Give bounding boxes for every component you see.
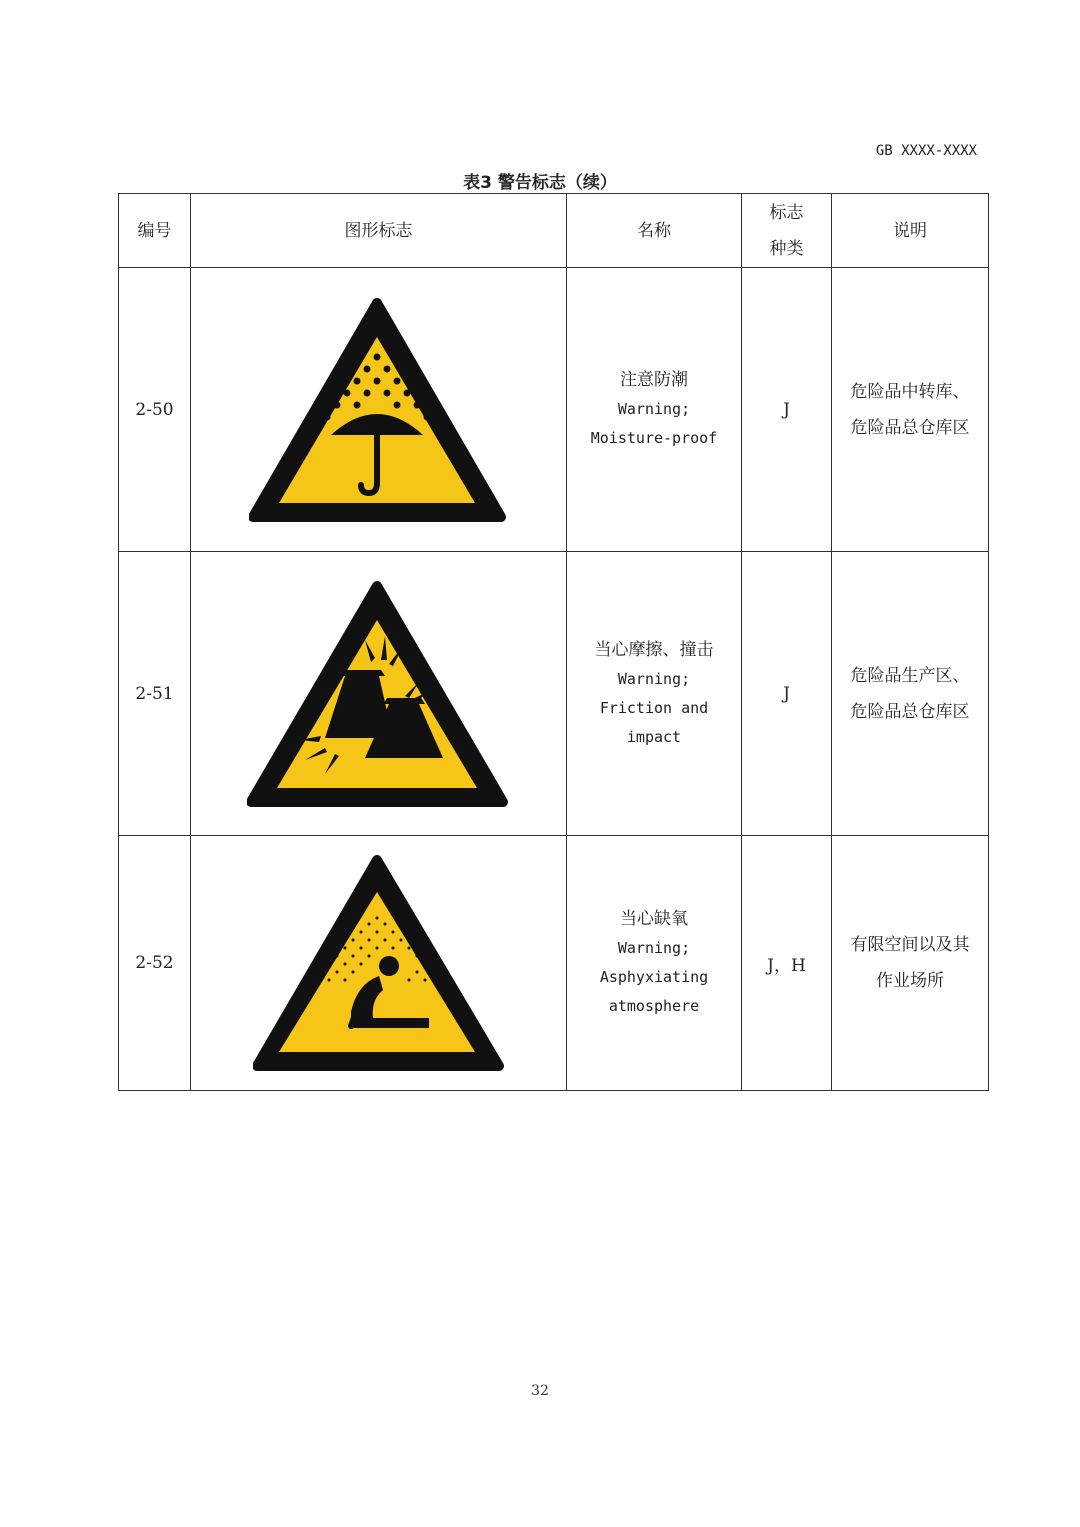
page-number: 32 xyxy=(531,1383,549,1399)
row-graphic xyxy=(191,836,567,1091)
table-header-row xyxy=(119,194,989,268)
row-description-line2: 危险品总仓库区 xyxy=(850,417,970,438)
row-description xyxy=(832,268,989,552)
row-description-line2: 危险品总仓库区 xyxy=(850,701,970,722)
row-graphic xyxy=(191,268,567,552)
row-type: J xyxy=(742,552,832,836)
row-description-line1: 危险品中转库、 xyxy=(850,381,970,402)
warning-signs-table xyxy=(118,193,989,1091)
row-name-cn: 注意防潮 xyxy=(620,370,688,390)
header-name: 名称 xyxy=(567,194,742,268)
row-name-en-2: Asphyxiating xyxy=(599,968,709,986)
row-graphic xyxy=(191,552,567,836)
header-description: 说明 xyxy=(832,194,989,268)
row-type: J，H xyxy=(742,836,832,1091)
row-name xyxy=(567,268,742,552)
header-type-line2: 种类 xyxy=(769,238,804,259)
row-name-cn: 当心缺氧 xyxy=(620,909,688,929)
row-description xyxy=(832,836,989,1091)
header-type-line1: 标志 xyxy=(769,202,804,223)
table-title: 表3 警告标志（续） xyxy=(463,173,617,193)
row-name xyxy=(567,552,742,836)
header-type xyxy=(742,194,832,268)
standard-code: GB XXXX-XXXX xyxy=(875,143,977,159)
row-number: 2-52 xyxy=(119,836,191,1091)
asphyxiating-atmosphere-warning-icon xyxy=(253,852,505,1074)
moisture-proof-warning-icon xyxy=(249,295,509,525)
row-name-en-3: atmosphere xyxy=(608,997,700,1015)
row-name-en-1: Warning; xyxy=(617,939,691,957)
table-row xyxy=(119,836,989,1091)
table-row xyxy=(119,552,989,836)
table-row xyxy=(119,268,989,552)
row-name-en-2: Moisture-proof xyxy=(590,429,718,447)
header-number: 编号 xyxy=(119,194,191,268)
row-number: 2-50 xyxy=(119,268,191,552)
header-graphic: 图形标志 xyxy=(191,194,567,268)
row-description-line1: 有限空间以及其 xyxy=(850,935,970,955)
row-name-en-1: Warning; xyxy=(617,669,691,688)
row-number: 2-51 xyxy=(119,552,191,836)
row-description xyxy=(832,552,989,836)
friction-impact-warning-icon xyxy=(247,578,511,810)
row-type: J xyxy=(742,268,832,552)
row-name-en-2: Friction and xyxy=(599,698,709,717)
row-description-line2: 作业场所 xyxy=(876,971,944,991)
row-name xyxy=(567,836,742,1091)
row-name-en-1: Warning; xyxy=(617,400,691,418)
row-name-en-3: impact xyxy=(626,727,682,746)
row-description-line1: 危险品生产区、 xyxy=(850,665,970,686)
row-name-cn: 当心摩擦、撞击 xyxy=(594,639,714,660)
